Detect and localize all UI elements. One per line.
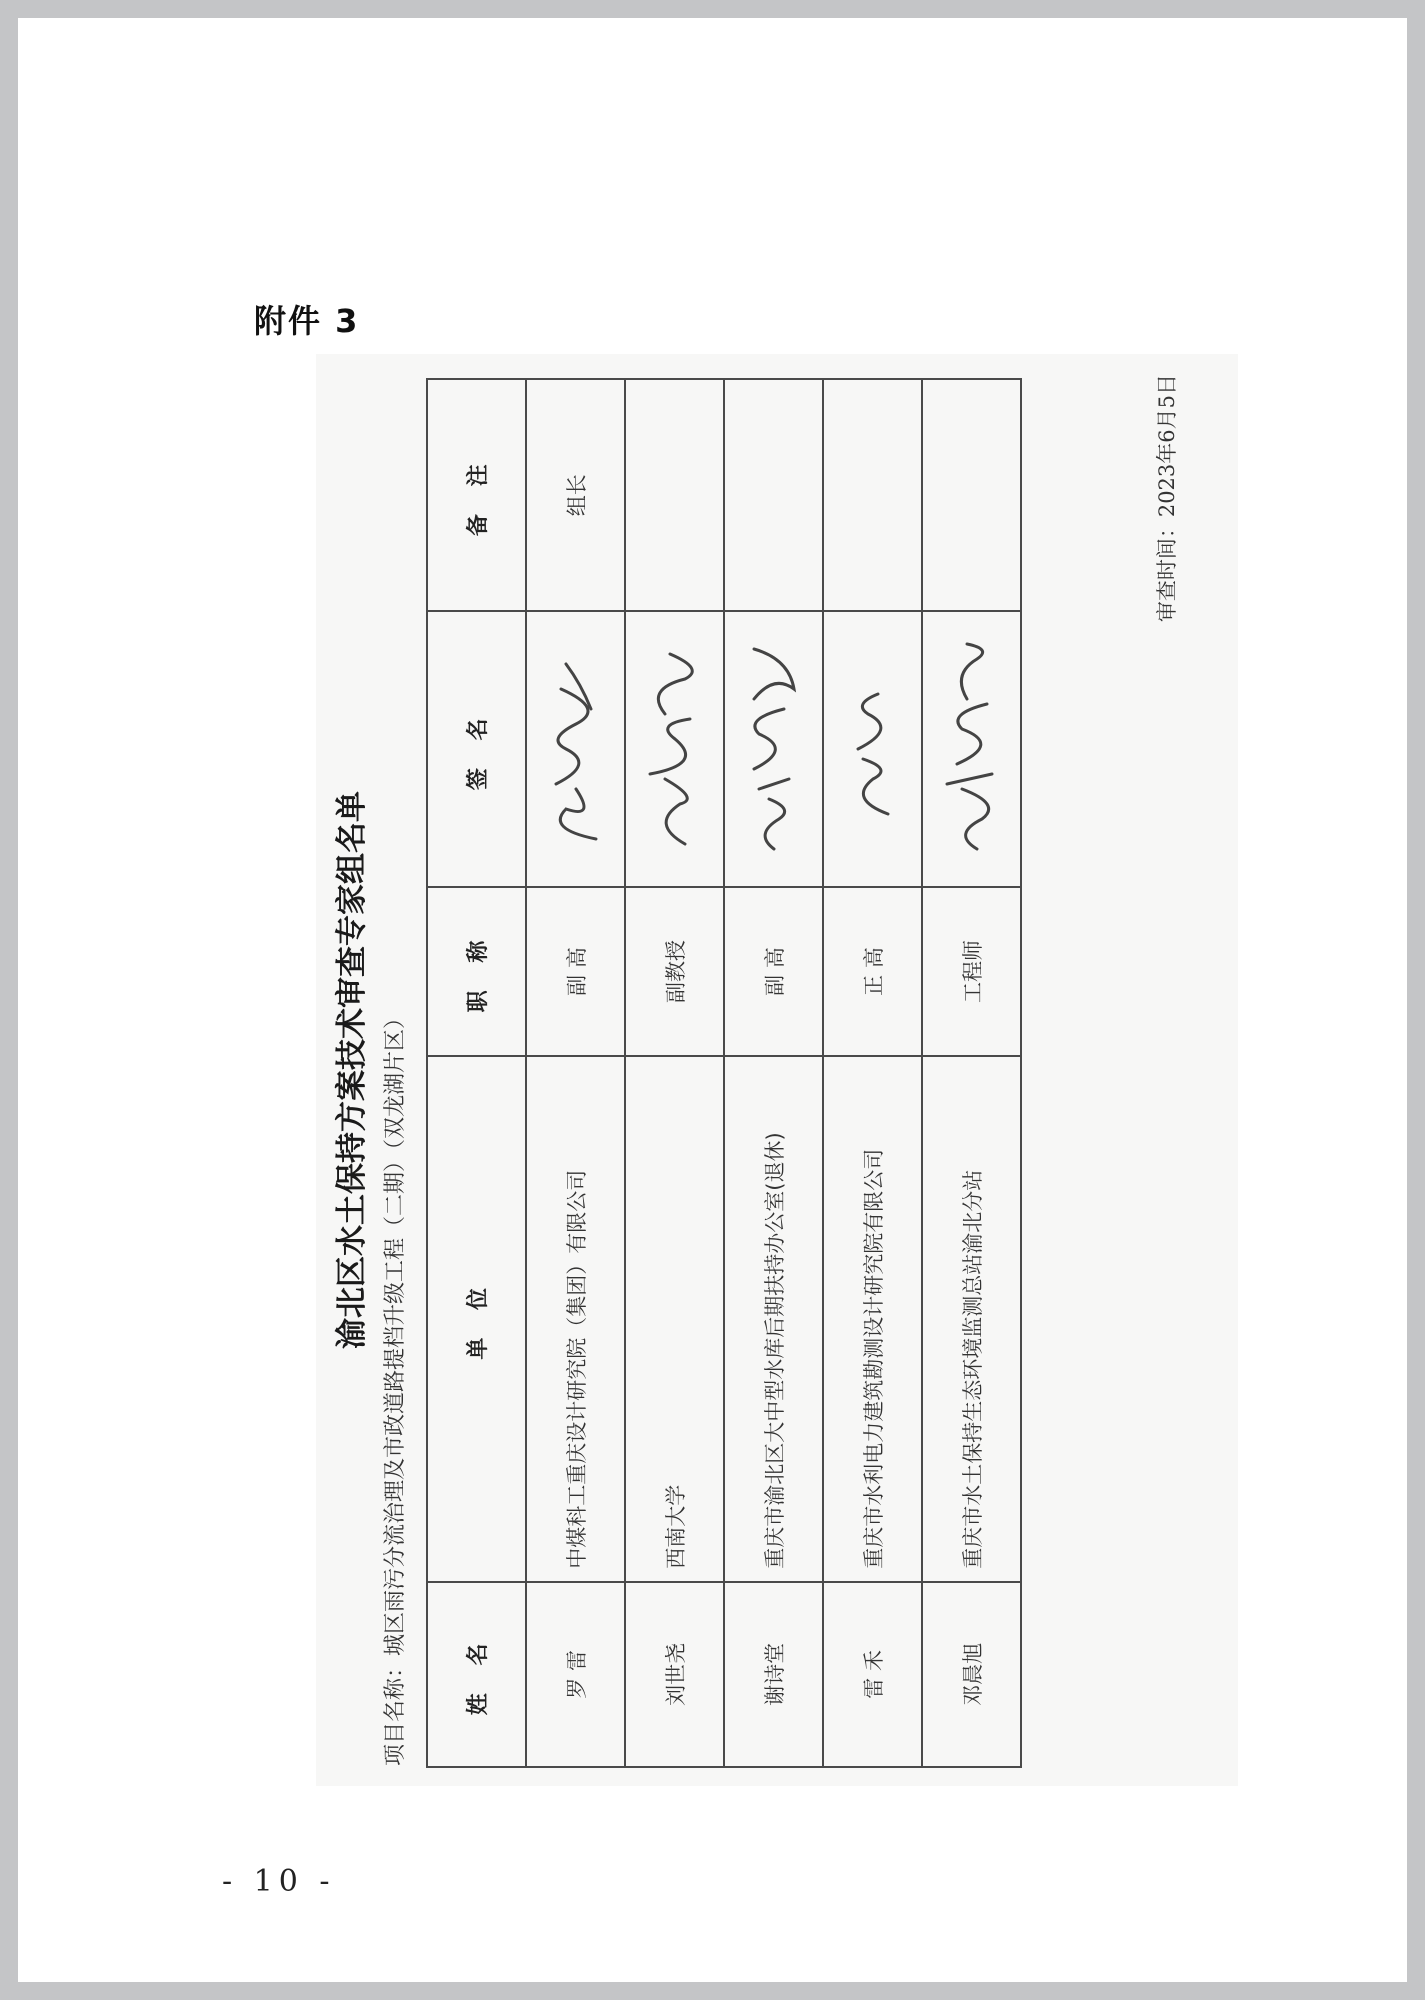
project-name: 项目名称：城区雨污分流治理及市政道路提档升级工程（二期）（双龙湖片区） xyxy=(383,1006,408,1766)
signature-cell xyxy=(526,611,625,887)
expert-note xyxy=(724,379,823,611)
form-title: 渝北区水土保持方案技术审查专家组名单 xyxy=(334,791,370,1349)
signature-cell xyxy=(823,611,922,887)
expert-name: 谢诗堂 xyxy=(724,1582,823,1767)
expert-note xyxy=(922,379,1021,611)
page-number: - 10 - xyxy=(222,1864,336,1899)
signature-cell xyxy=(625,611,724,887)
header-note: 备 注 xyxy=(427,379,526,611)
expert-unit: 重庆市水利电力建筑勘测设计研究院有限公司 xyxy=(823,1056,922,1582)
header-name: 姓 名 xyxy=(427,1582,526,1767)
expert-unit: 西南大学 xyxy=(625,1056,724,1582)
signature-cell xyxy=(724,611,823,887)
table-row xyxy=(526,379,625,1767)
handwritten-signature xyxy=(833,639,913,859)
expert-title: 副 高 xyxy=(724,887,823,1056)
expert-name: 刘世尧 xyxy=(625,1582,724,1767)
expert-name: 罗 雷 xyxy=(526,1582,625,1767)
expert-name: 雷 禾 xyxy=(823,1582,922,1767)
header-unit: 单 位 xyxy=(427,1056,526,1582)
expert-title: 副教授 xyxy=(625,887,724,1056)
table-header-row xyxy=(427,379,526,1767)
expert-unit: 中煤科工重庆设计研究院（集团）有限公司 xyxy=(526,1056,625,1582)
expert-title: 正 高 xyxy=(823,887,922,1056)
expert-name: 邓晨旭 xyxy=(922,1582,1021,1767)
scanned-form xyxy=(316,354,1238,1786)
rotated-form-content xyxy=(316,354,1238,1786)
table-row xyxy=(922,379,1021,1767)
header-signature: 签 名 xyxy=(427,611,526,887)
document-page xyxy=(18,18,1407,1982)
handwritten-signature xyxy=(635,639,715,859)
table-row xyxy=(724,379,823,1767)
expert-note xyxy=(823,379,922,611)
expert-title: 副 高 xyxy=(526,887,625,1056)
handwritten-signature xyxy=(932,639,1012,859)
expert-title: 工程师 xyxy=(922,887,1021,1056)
handwritten-signature xyxy=(536,639,616,859)
expert-roster-table xyxy=(426,378,1022,1768)
attachment-label: 附件 3 xyxy=(254,302,360,340)
expert-unit: 重庆市水土保持生态环境监测总站渝北分站 xyxy=(922,1056,1021,1582)
handwritten-signature xyxy=(734,639,814,859)
expert-note: 组长 xyxy=(526,379,625,611)
review-date: 审查时间：2023年6月5日 xyxy=(1155,374,1179,623)
table-row xyxy=(823,379,922,1767)
table-row xyxy=(625,379,724,1767)
expert-note xyxy=(625,379,724,611)
header-title: 职 称 xyxy=(427,887,526,1056)
expert-unit: 重庆市渝北区大中型水库后期扶持办公室(退休) xyxy=(724,1056,823,1582)
signature-cell xyxy=(922,611,1021,887)
